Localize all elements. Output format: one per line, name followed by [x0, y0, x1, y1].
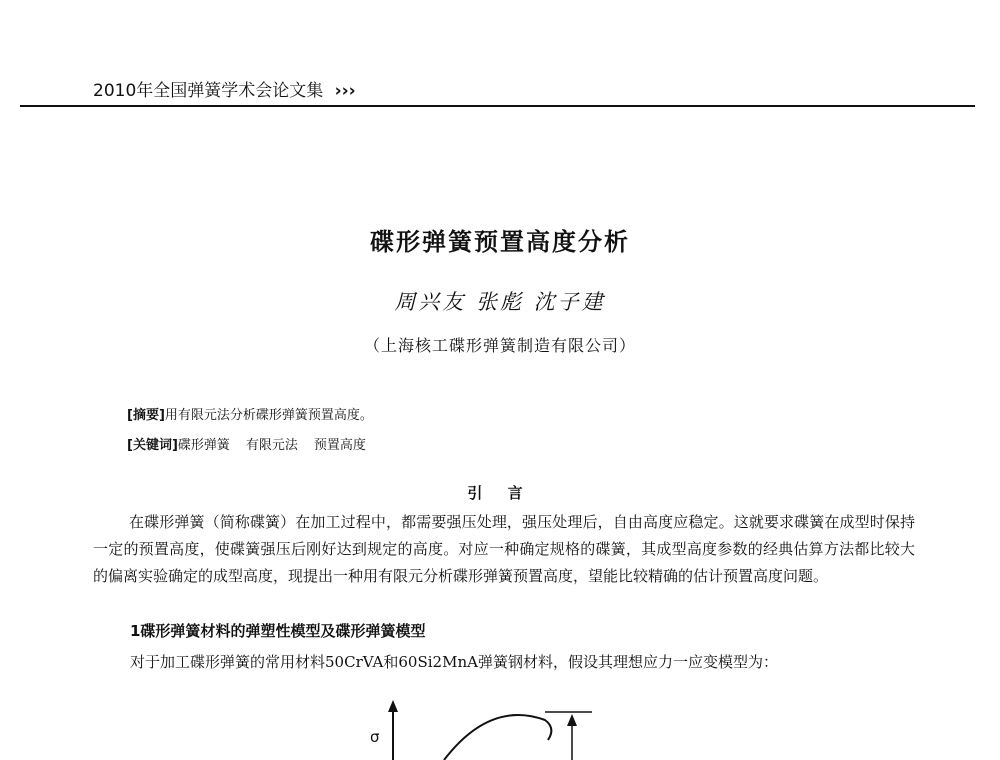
section-heading-intro: 引 言 — [467, 484, 533, 502]
abstract — [127, 404, 373, 423]
keyword: 预置高度 — [313, 438, 366, 453]
abstract-label: [摘要] — [127, 408, 165, 423]
running-header — [93, 76, 356, 101]
dimension-arrow-icon — [567, 714, 577, 726]
section-1-paragraph: 对于加工碟形弹簧的常用材料50CrVA和60Si2MnA弹簧钢材料，假设其理想应力一应变模型为： — [130, 653, 778, 671]
keywords — [127, 434, 382, 453]
keywords-label: [关键词] — [127, 438, 178, 453]
running-header-title: 2010年全国弹簧学术会论文集 — [93, 81, 324, 101]
intro-paragraph: 在碟形弹簧（简称碟簧）在加工过程中，都需要强压处理，强压处理后，自由高度应稳定。这就要求碟簧在成型时保持一定的预置高度，使碟簧强压后刚好达到规定的高度。对应一种确定规格的碟簧，其成型高度参数的经典估算方法都比较大的偏离实验确定的成型高度，现提出一种用有限元分析碟形弹簧预置高度，望能比较精确的估计预置高度问题。 — [93, 513, 915, 585]
stress-curve — [444, 715, 551, 760]
chevron-right-icon: ››› — [334, 81, 356, 101]
y-axis-label: σ — [370, 728, 380, 746]
y-axis-arrow-icon — [388, 700, 398, 712]
paper-title: 碟形弹簧预置高度分析 — [370, 228, 630, 256]
keyword: 有限元法 — [245, 438, 298, 453]
keyword: 碟形弹簧 — [177, 438, 230, 453]
paper-affiliation: （上海核工碟形弹簧制造有限公司） — [363, 336, 636, 355]
abstract-text: 用有限元法分析碟形弹簧预置高度。 — [164, 408, 373, 423]
paper-authors: 周兴友 张彪 沈子建 — [394, 290, 606, 314]
header-rule — [20, 105, 975, 107]
section-heading-1: 1碟形弹簧材料的弹塑性模型及碟形弹簧模型 — [130, 622, 426, 640]
